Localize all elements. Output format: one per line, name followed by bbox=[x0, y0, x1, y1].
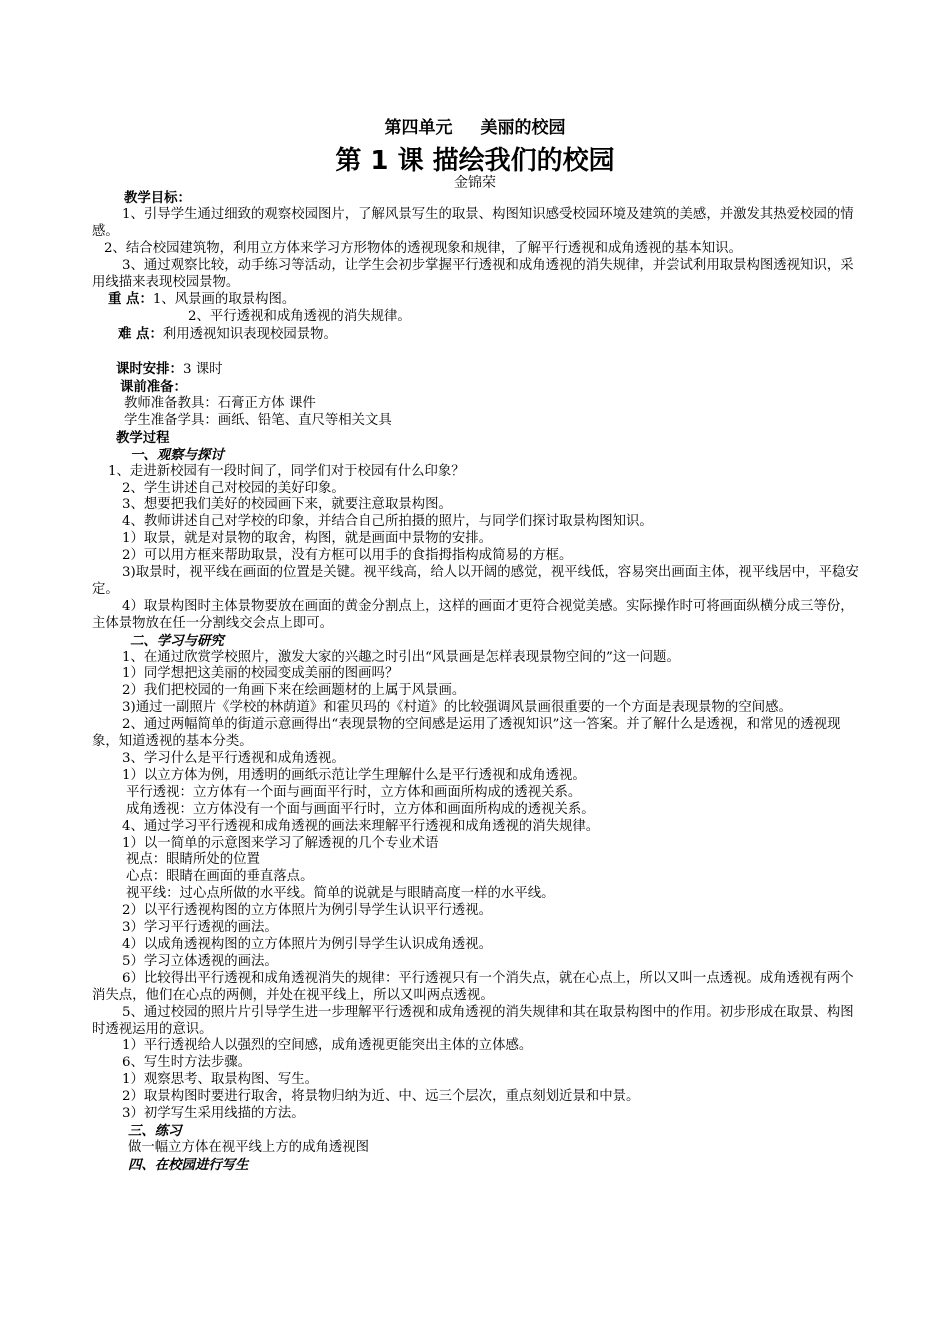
section-2-title: 二、学习与研究 bbox=[130, 632, 224, 649]
s2-item: 1）平行透视给人以强烈的空间感，成角透视更能突出主体的立体感。 bbox=[122, 1038, 533, 1054]
key-point-2: 2、平行透视和成角透视的消失规律。 bbox=[188, 309, 411, 325]
s2-item: 视点：眼睛所处的位置 bbox=[126, 852, 260, 868]
document-body bbox=[92, 190, 862, 1174]
difficulty-row bbox=[92, 326, 862, 344]
preparation-heading: 课前准备： bbox=[120, 379, 187, 396]
schedule-label: 课时安排： bbox=[116, 361, 183, 378]
s2-item: 1）观察思考、取景构图、写生。 bbox=[122, 1072, 318, 1088]
s2-item: 5、通过校园的照片片引导学生进一步理解平行透视和成角透视的消失规律和其在取景构图中的作用。初步形成在取景、构图时透视运用的意识。 bbox=[92, 1004, 854, 1037]
teacher-preparation: 教师准备教具：石膏正方体 课件 bbox=[124, 395, 316, 411]
section-3-title: 三、练习 bbox=[128, 1122, 182, 1139]
s1-item: 1、走进新校园有一段时间了，同学们对于校园有什么印象？ bbox=[108, 463, 465, 479]
s2-item: 6、写生时方法步骤。 bbox=[122, 1055, 252, 1071]
difficulty-text: 利用透视知识表现校园景物。 bbox=[162, 327, 337, 343]
unit-title: 美丽的校园 bbox=[480, 118, 566, 138]
objectives-heading: 教学目标： bbox=[124, 190, 191, 206]
difficulty-label: 难 点： bbox=[118, 326, 163, 343]
objective-1: 1、引导学生通过细致的观察校园图片，了解风景写生的取景、构图知识感受校园环境及建筑的美感，并激发其热爱校园的情感。 bbox=[92, 206, 854, 239]
s2-item: 1）以立方体为例，用透明的画纸示范让学生理解什么是平行透视和成角透视。 bbox=[122, 767, 586, 783]
s2-item: 5）学习立体透视的画法。 bbox=[122, 953, 278, 969]
s2-item: 2）以平行透视构图的立方体照片为例引导学生认识平行透视。 bbox=[122, 903, 493, 919]
objective-3: 3、通过观察比较，动手练习等活动，让学生会初步掌握平行透视和成角透视的消失规律，并尝试利用取景构图透视知识，采用线描来表现校园景物。 bbox=[92, 257, 854, 290]
s2-item: 2）我们把校园的一角画下来在绘画题材的上属于风景画。 bbox=[122, 683, 466, 699]
s1-item: 3、想要把我们美好的校园画下来，就要注意取景构图。 bbox=[122, 497, 452, 513]
key-points-label: 重 点： bbox=[108, 291, 153, 308]
section-1-title: 一、观察与探讨 bbox=[130, 446, 224, 463]
s2-item: 1）同学想把这美丽的校园变成美丽的图画吗？ bbox=[122, 666, 399, 682]
section-3-text: 做一幅立方体在视平线上方的成角透视图 bbox=[128, 1139, 370, 1155]
s2-item: 6）比较得出平行透视和成角透视消失的规律：平行透视只有一个消失点，就在心点上，所以又叫一点透视。成角透视有两个消失点，他们在心点的两侧，并处在视平线上，所以又叫两点透视。 bbox=[92, 970, 854, 1003]
unit-number: 第四单元 bbox=[384, 118, 453, 138]
s1-item: 2、学生讲述自己对校园的美好印象。 bbox=[122, 480, 345, 496]
s2-item: 1、在通过欣赏学校照片，激发大家的兴趣之时引出“风景画是怎样表现景物空间的”这一问题。 bbox=[122, 649, 680, 665]
s2-item: 视平线：过心点所做的水平线。简单的说就是与眼睛高度一样的水平线。 bbox=[126, 886, 555, 902]
process-heading: 教学过程 bbox=[116, 429, 170, 446]
s2-item: 4、通过学习平行透视和成角透视的画法来理解平行透视和成角透视的消失规律。 bbox=[122, 818, 600, 834]
unit-heading bbox=[0, 113, 950, 138]
s2-item: 2、通过两幅简单的街道示意画得出“表现景物的空间感是运用了透视知识”这一答案。并了解什么是透视，和常见的透视现象，知道透视的基本分类。 bbox=[92, 717, 841, 750]
schedule-text: 3 课时 bbox=[182, 362, 223, 378]
s2-item: 3）初学写生采用线描的方法。 bbox=[122, 1106, 305, 1122]
s2-item: 心点：眼睛在画面的垂直落点。 bbox=[126, 869, 314, 885]
student-preparation: 学生准备学具：画纸、铅笔、直尺等相关文具 bbox=[124, 412, 392, 428]
section-4-title: 四、在校园进行写生 bbox=[128, 1156, 249, 1173]
s2-item: 成角透视：立方体没有一个面与画面平行时，立方体和画面所构成的透视关系。 bbox=[126, 801, 595, 817]
key-point-1: 1、风景画的取景构图。 bbox=[152, 292, 296, 308]
s1-item: 1）取景，就是对景物的取舍，构图，就是画面中景物的安排。 bbox=[122, 531, 493, 547]
author-name: 金锦荣 bbox=[454, 175, 496, 191]
key-points-row bbox=[92, 291, 862, 309]
s2-item: 平行透视：立方体有一个面与画面平行时，立方体和画面所构成的透视关系。 bbox=[126, 784, 582, 800]
s1-item: 2）可以用方框来帮助取景，没有方框可以用手的食指拇指构成简易的方框。 bbox=[122, 548, 573, 564]
schedule-row bbox=[92, 361, 862, 379]
s2-item: 1）以一简单的示意图来学习了解透视的几个专业术语 bbox=[122, 835, 439, 851]
s2-item: 4）以成角透视构图的立方体照片为例引导学生认识成角透视。 bbox=[122, 936, 493, 952]
s2-item: 3）学习平行透视的画法。 bbox=[122, 920, 278, 936]
s1-item: 4）取景构图时主体景物要放在画面的黄金分割点上，这样的画面才更符合视觉美感。实际操作时可将画面纵横分成三等份，主体景物放在任一分割线交会点上即可。 bbox=[92, 598, 854, 631]
s2-item: 3、学习什么是平行透视和成角透视。 bbox=[122, 751, 345, 766]
s1-item: 3)取景时，视平线在画面的位置是关键。视平线高，给人以开阔的感觉，视平线低，容易突出画面主体，视平线居中，平稳安定。 bbox=[92, 565, 859, 597]
s2-item: 3)通过一副照片《学校的林荫道》和霍贝玛的《村道》的比较强调风景画很重要的一个方面是表现景物的空间感。 bbox=[122, 700, 792, 716]
s1-item: 4、教师讲述自己对学校的印象，并结合自己所拍摄的照片，与同学们探讨取景构图知识。 bbox=[122, 514, 653, 530]
objective-2: 2、结合校园建筑物，利用立方体来学习方形物体的透视现象和规律，了解平行透视和成角透视的基本知识。 bbox=[104, 240, 742, 256]
lesson-title: 第 1 课 描绘我们的校园 bbox=[335, 146, 615, 176]
s2-item: 2）取景构图时要进行取舍，将景物归纳为近、中、远三个层次，重点刻划近景和中景。 bbox=[122, 1089, 640, 1105]
